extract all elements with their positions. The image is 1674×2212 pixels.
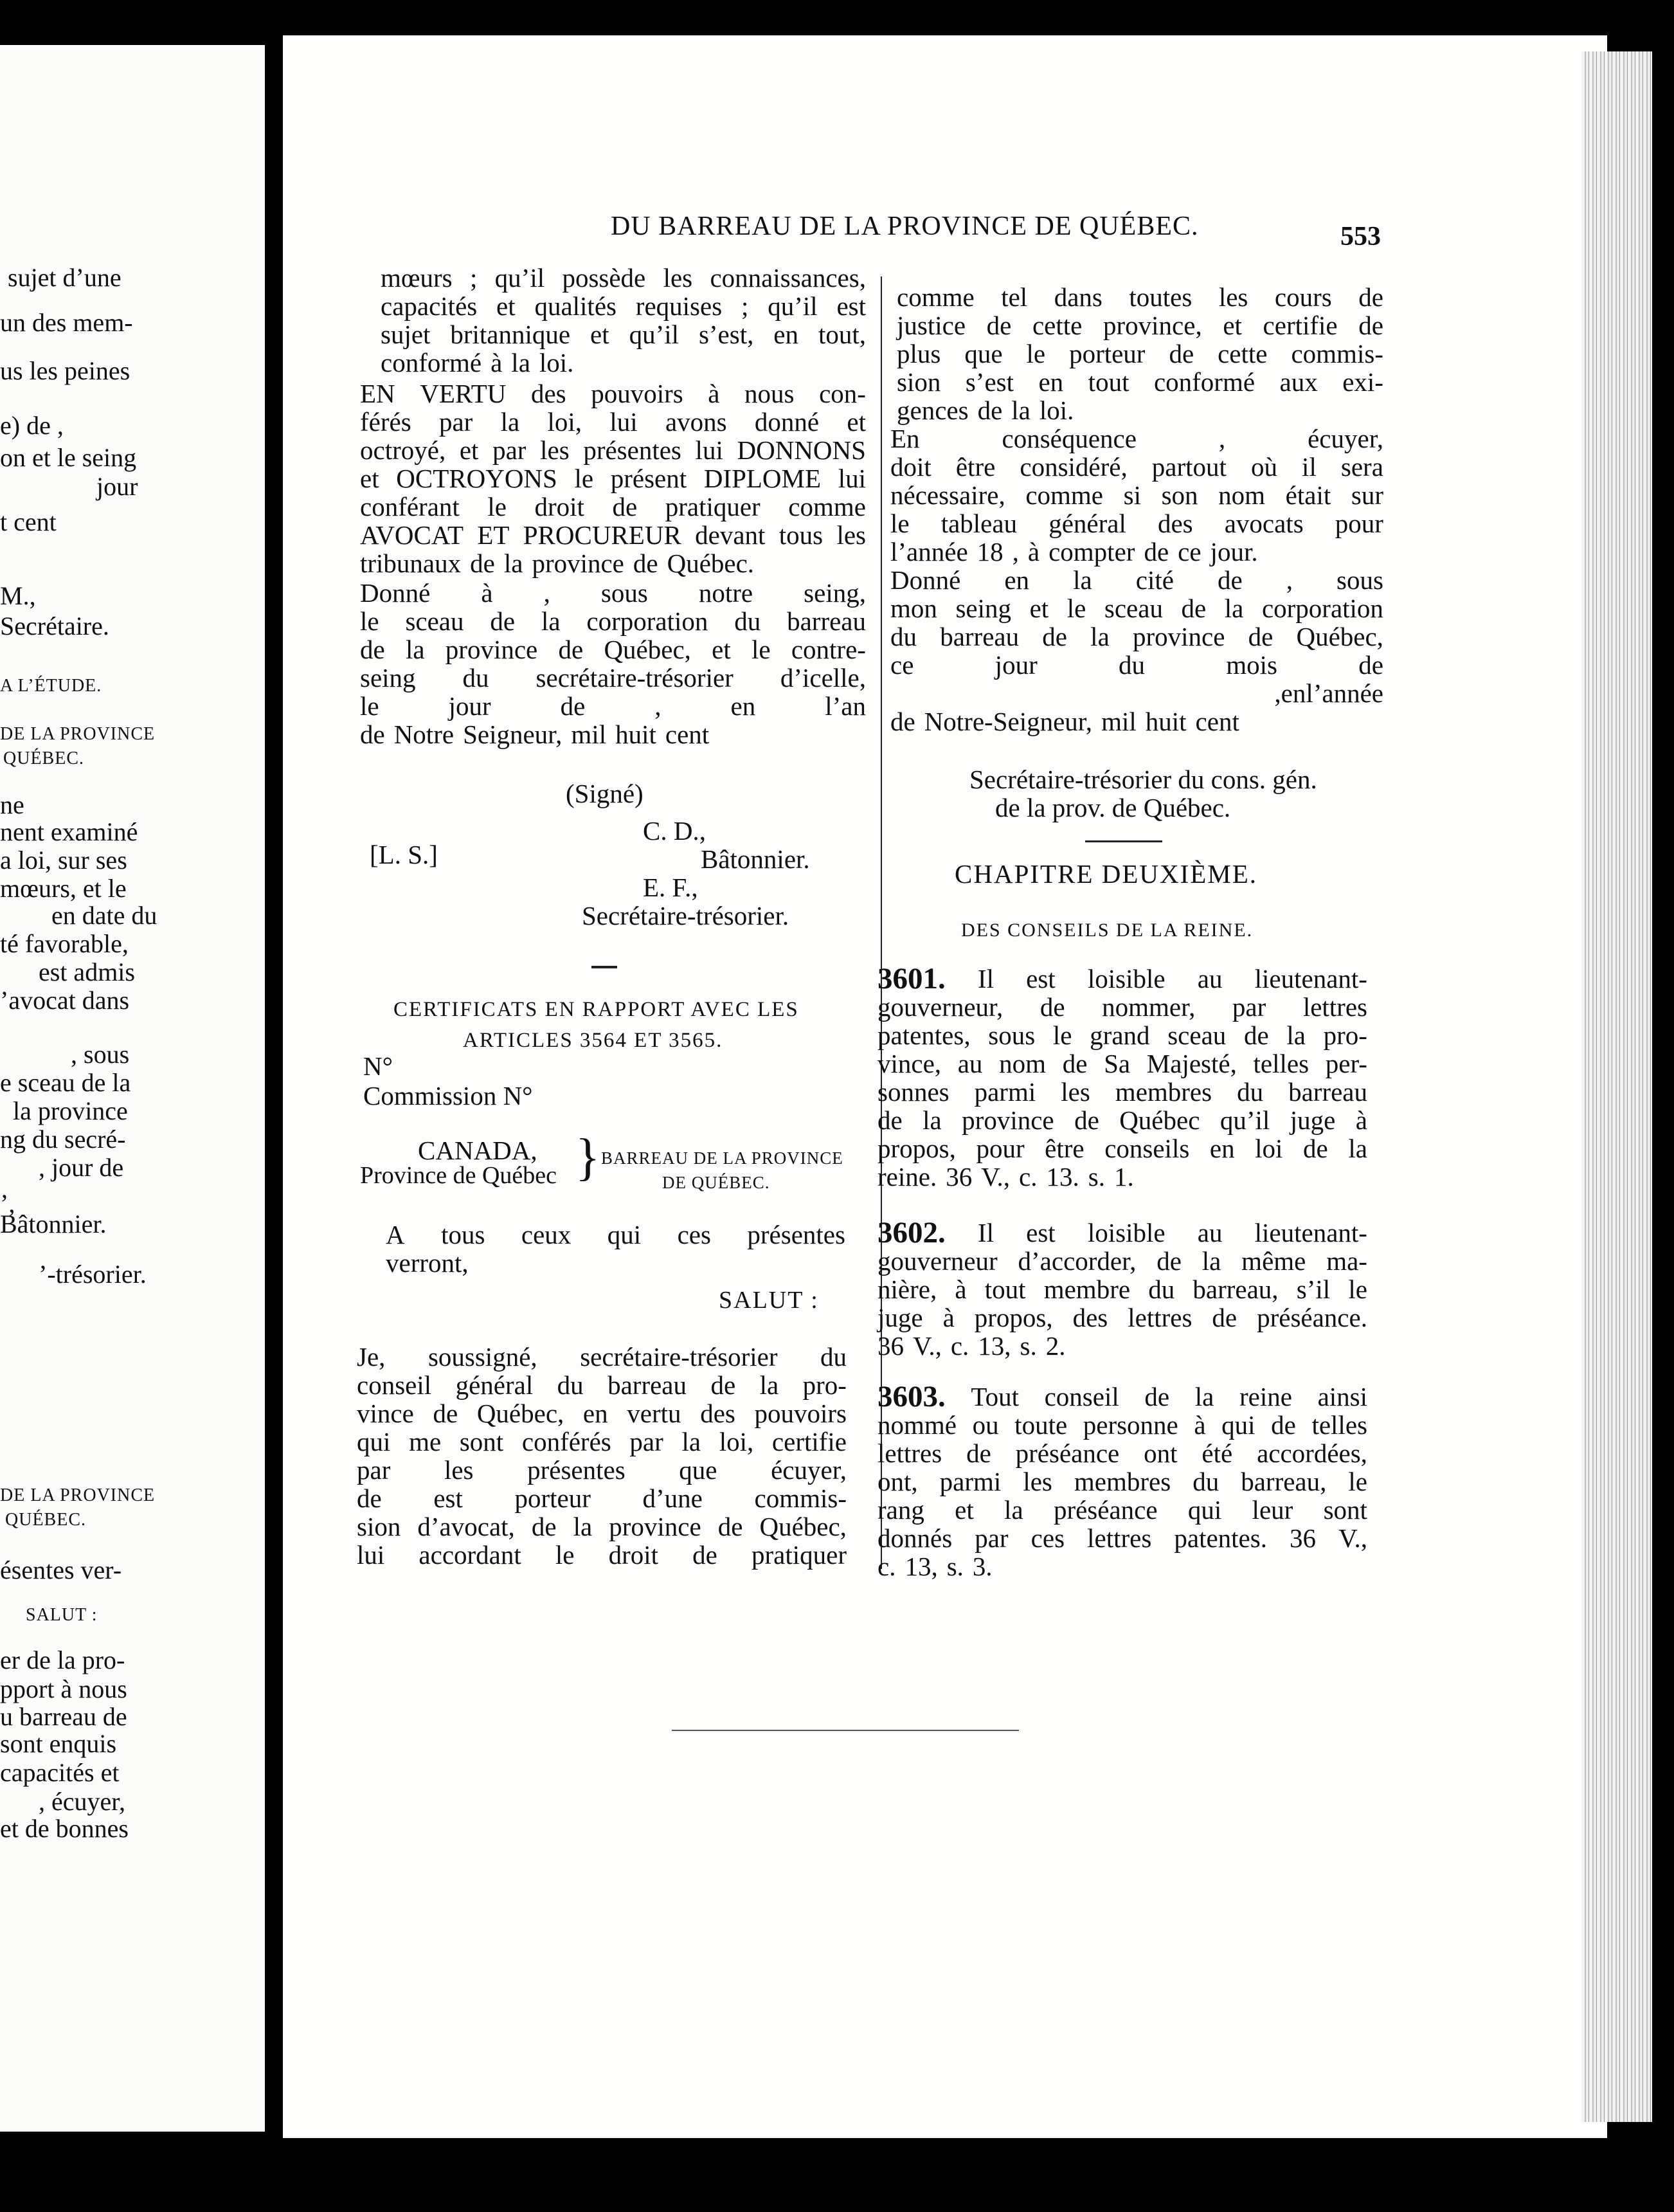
right-para-1 <box>897 283 1383 424</box>
text-line: reine. 36 V., c. 13. s. 1. <box>878 1162 1134 1192</box>
text-line: le sceau de la corporation du barreau <box>360 606 866 636</box>
facing-page-line: ng du secré- <box>0 1125 126 1154</box>
text-line: de Notre Seigneur, mil huit cent <box>360 720 710 749</box>
text-line: de la province de Québec, et le contre- <box>360 635 866 664</box>
text-line: plus que le porteur de cette commis- <box>897 339 1383 368</box>
facing-page-line: A L’ÉTUDE. <box>0 676 102 696</box>
article-3603 <box>878 1382 1367 1581</box>
facing-page-line: sujet d’une <box>8 263 122 292</box>
short-rule <box>591 966 617 968</box>
text-line: justice de cette province, et certifie de <box>897 311 1383 340</box>
article-number: 3602. <box>878 1216 946 1249</box>
commission-number: Commission N° <box>363 1081 533 1111</box>
text-line: Je, soussigné, secrétaire-trésorier du <box>357 1342 847 1372</box>
salut <box>719 1286 819 1314</box>
right-signature-1: Secrétaire-trésorier du cons. gén. <box>969 765 1317 794</box>
facing-page-line: capacités et <box>0 1758 120 1787</box>
text-line: tribunaux de la province de Québec. <box>360 548 755 578</box>
left-para-4 <box>357 1343 847 1569</box>
text-line: 3602. Il est loisible au lieutenant- <box>878 1216 1367 1249</box>
text-line: mœurs ; qu’il possède les connaissances, <box>381 263 866 293</box>
barreau-label-1: BARREAU DE LA PROVINCE <box>601 1148 843 1168</box>
text-line: 3603. Tout conseil de la reine ainsi <box>878 1380 1367 1413</box>
text-line: le jour de , en l’an <box>360 691 866 721</box>
facing-page-line: e) de , <box>0 411 64 440</box>
text-line: nécessaire, comme si son nom était sur <box>890 480 1383 510</box>
chapter-rule <box>1085 840 1162 842</box>
facing-page-line: t cent <box>0 507 57 536</box>
left-para-2 <box>360 379 866 577</box>
facing-page-line: M., <box>0 581 36 610</box>
facing-page-line: est admis <box>39 957 135 986</box>
facing-page-line: nent examiné <box>0 817 138 846</box>
text-line: et OCTROYONS le présent DIPLOME lui <box>360 464 866 493</box>
brace: } <box>575 1129 600 1186</box>
facing-page-line: ésentes ver- <box>0 1555 122 1584</box>
article-number: 3601. <box>878 962 946 995</box>
secretary-title: Secrétaire-trésorier. <box>582 901 789 930</box>
text-line: donnés par ces lettres patentes. 36 V., <box>878 1523 1367 1553</box>
signatory-ef: E. F., <box>643 873 698 902</box>
text-line: vince de Québec, en vertu des pouvoirs <box>357 1399 847 1428</box>
facing-page-line: ’-trésorier. <box>39 1260 147 1289</box>
column-divider <box>881 276 882 1569</box>
text-line: doit être considéré, partout où il sera <box>890 452 1383 482</box>
facing-page-line: on et le seing <box>0 443 137 472</box>
facing-page-line: et de bonnes <box>0 1814 129 1843</box>
facing-page-line: Secrétaire. <box>0 612 109 640</box>
text-line: le tableau général des avocats pour <box>890 509 1383 538</box>
text-line: juge à propos, des lettres de préséance. <box>878 1303 1367 1332</box>
text-line: nommé ou toute personne à qui de telles <box>878 1410 1367 1440</box>
facing-page-line: la province <box>13 1096 128 1125</box>
text-line: rang et la préséance qui leur sont <box>878 1495 1367 1525</box>
text-line: gences de la loi. <box>897 395 1074 425</box>
text-line: qui me sont conférés par la loi, certifie <box>357 1427 847 1456</box>
facing-page-line: ’, <box>0 1189 15 1218</box>
text-line: gouverneur d’accorder, de la même ma- <box>878 1246 1367 1276</box>
text-line: 3601. Il est loisible au lieutenant- <box>878 962 1367 995</box>
text-line: AVOCAT ET PROCUREUR devant tous les <box>360 520 866 550</box>
text-line: l’année 18 , à compter de ce jour. <box>890 537 1258 567</box>
left-para-1 <box>381 264 866 377</box>
text-line: du barreau de la province de Québec, <box>890 622 1383 651</box>
text-line: de la province de Québec qu’il juge à <box>878 1105 1367 1135</box>
text-line: En conséquence , écuyer, <box>890 424 1383 453</box>
facing-page-line: ’avocat dans <box>0 986 130 1015</box>
right-signature-2: de la prov. de Québec. <box>995 793 1231 822</box>
left-para-3 <box>360 579 866 748</box>
number-label: N° <box>363 1051 393 1081</box>
batonnier-title: Bâtonnier. <box>701 844 810 874</box>
facing-page-line: DE LA PROVINCE <box>0 724 156 744</box>
cert-heading-2-text: ARTICLES 3564 ET 3565. <box>463 1029 723 1052</box>
article-3601 <box>878 962 1367 1192</box>
facing-page-line: us les peines <box>0 356 130 385</box>
text-line: Donné à , sous notre seing, <box>360 578 866 608</box>
facing-page-line: té favorable, <box>0 929 129 958</box>
text-line: lui accordant le droit de pratiquer <box>357 1540 847 1570</box>
text-line: propos, pour être conseils en loi de la <box>878 1134 1367 1163</box>
text-line: mon seing et le sceau de la corporation <box>890 594 1383 623</box>
section-title: DES CONSEILS DE LA REINE. <box>961 920 1254 941</box>
facing-page-line: u barreau de <box>0 1702 127 1731</box>
text-line: férés par la loi, lui avons donné et <box>360 407 866 437</box>
text-line: vince, au nom de Sa Majesté, telles per- <box>878 1049 1367 1078</box>
facing-page-line: sont enquis <box>0 1729 117 1758</box>
text-line: patentes, sous le grand sceau de la pro- <box>878 1020 1367 1050</box>
facing-page-line: QUÉBEC. <box>3 748 84 768</box>
text-line: conférant le droit de pratiquer comme <box>360 492 866 521</box>
text-line: c. 13, s. 3. <box>878 1552 993 1581</box>
canada-label: CANADA, <box>418 1136 537 1165</box>
text-line: octroyé, et par les présentes lui DONNONS <box>360 435 866 465</box>
text-line: par les présentes que écuyer, <box>357 1455 847 1485</box>
text-line: conformé à la loi. <box>381 348 574 377</box>
facing-page-line: mœurs, et le <box>0 874 127 903</box>
facing-page-line: e sceau de la <box>0 1068 131 1097</box>
facing-page-line: en date du <box>51 901 158 930</box>
facing-page-line: a loi, sur ses <box>0 846 127 875</box>
text-line: Donné en la cité de , sous <box>890 565 1383 595</box>
text-line: ont, parmi les membres du barreau, le <box>878 1467 1367 1496</box>
text-line: verront, <box>386 1248 469 1278</box>
text-line: capacités et qualités requises ; qu’il est <box>381 291 866 321</box>
facing-page-line: er de la pro- <box>0 1645 125 1674</box>
text-line: comme tel dans toutes les cours de <box>897 282 1383 312</box>
text-line: sion s’est en tout conformé aux exi- <box>897 367 1383 397</box>
right-para-3 <box>890 566 1383 736</box>
facing-page <box>0 45 265 2132</box>
text-line: 36 V., c. 13, s. 2. <box>878 1331 1066 1361</box>
page-number: 553 <box>1340 222 1381 251</box>
facing-page-line: pport à nous <box>0 1674 127 1703</box>
text-line: sonnes parmi les membres du barreau <box>878 1077 1367 1107</box>
text-line: de est porteur d’une commis- <box>357 1483 847 1513</box>
text-line: A tous ceux qui ces présentes <box>386 1220 845 1249</box>
facing-page-line: DE LA PROVINCE <box>0 1485 156 1505</box>
text-line: seing du secrétaire-trésorier d’icelle, <box>360 663 866 693</box>
barreau-label-2: DE QUÉBEC. <box>662 1173 770 1192</box>
facing-page-line: jour <box>96 472 138 501</box>
page-edges <box>1581 51 1652 2122</box>
text-line: lettres de préséance ont été accordées, <box>878 1438 1367 1468</box>
article-3602 <box>878 1216 1367 1361</box>
text-line: nière, à tout membre du barreau, s’il le <box>878 1274 1367 1304</box>
text-line: ce jour du mois de <box>890 650 1383 680</box>
running-head: DU BARREAU DE LA PROVINCE DE QUÉBEC. <box>611 212 1199 241</box>
facing-page-line: , sous <box>71 1040 130 1069</box>
facing-page-line: un des mem- <box>0 308 133 337</box>
article-number: 3603. <box>878 1380 946 1413</box>
right-para-2 <box>890 424 1383 566</box>
text-line: , en l’année <box>1274 678 1383 708</box>
text-line: de Notre-Seigneur, mil huit cent <box>890 707 1239 736</box>
facing-page-line: QUÉBEC. <box>5 1510 86 1530</box>
facing-page-line: Bâtonnier. <box>0 1210 107 1238</box>
cert-heading-1: CERTIFICATS EN RAPPORT AVEC LES <box>393 998 799 1021</box>
signatory-cd: C. D., <box>643 816 706 846</box>
province-label: Province de Québec <box>360 1162 557 1189</box>
facing-page-line: , jour de <box>39 1153 124 1182</box>
salut-text: SALUT : <box>719 1287 819 1314</box>
text-line: gouverneur, de nommer, par lettres <box>878 992 1367 1022</box>
cert-heading-2 <box>463 1022 723 1053</box>
seal-ls: [L. S.] <box>370 840 438 869</box>
a-tous-para <box>386 1220 845 1277</box>
facing-page-line: , écuyer, <box>39 1787 125 1816</box>
end-rule <box>672 1730 1019 1731</box>
text-line: sion d’avocat, de la province de Québec, <box>357 1512 847 1541</box>
facing-page-line: ne <box>0 790 24 819</box>
text-line: sujet britannique et qu’il s’est, en tout, <box>381 320 866 349</box>
facing-page-line: SALUT : <box>26 1605 98 1625</box>
text-line: conseil général du barreau de la pro- <box>357 1370 847 1400</box>
chapter-title: CHAPITRE DEUXIÈME. <box>955 859 1258 889</box>
text-line: EN VERTU des pouvoirs à nous con- <box>360 379 866 408</box>
signe: (Signé) <box>566 779 644 808</box>
